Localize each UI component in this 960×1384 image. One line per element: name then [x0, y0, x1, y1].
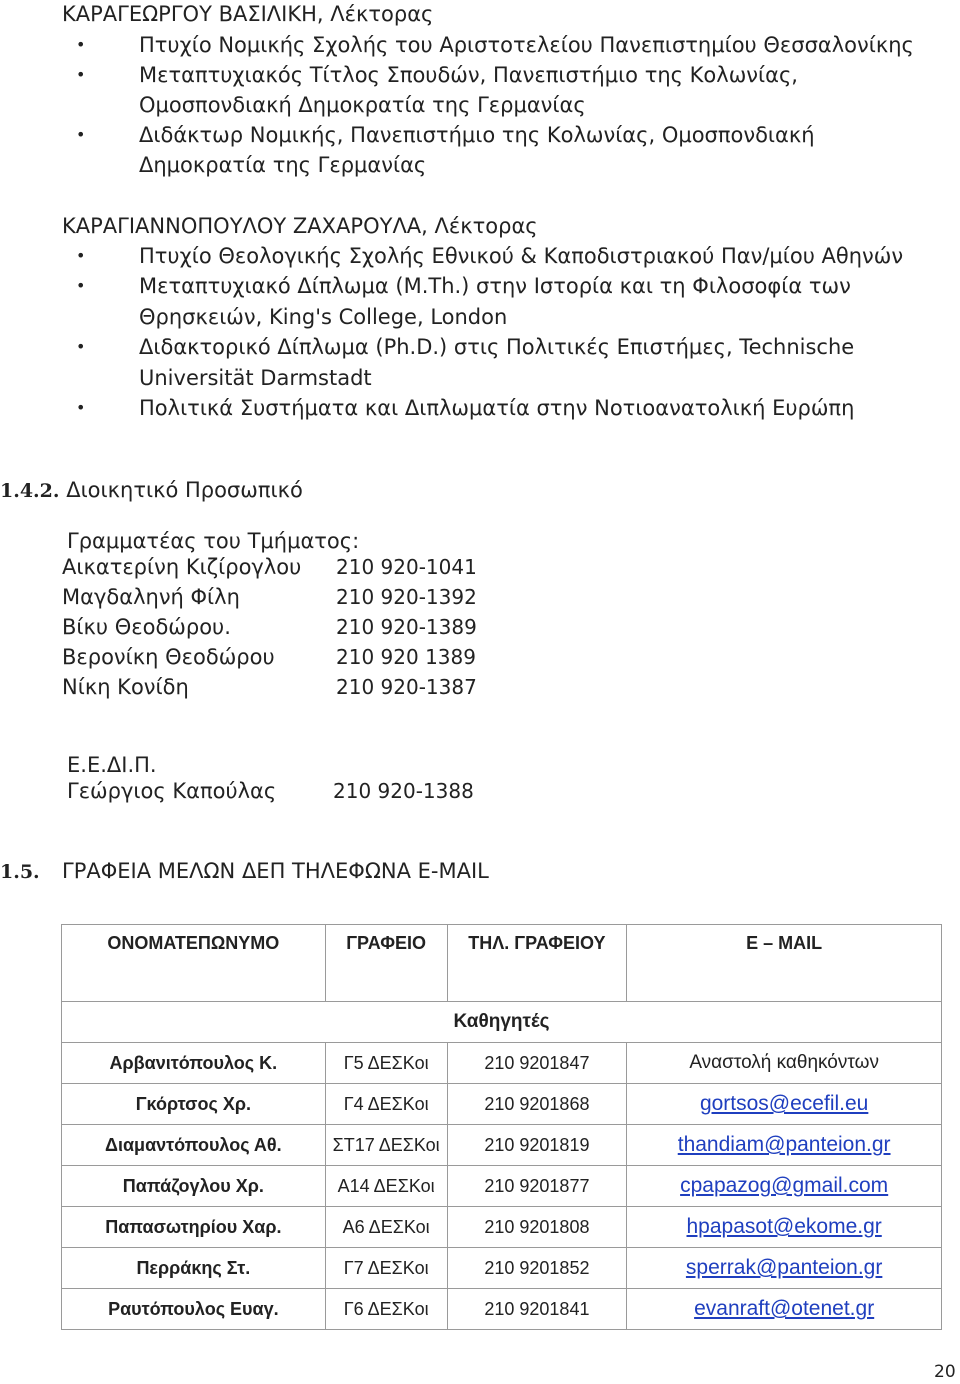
secretary-label: Γραμματέας του Τμήματος: — [67, 529, 360, 553]
phone-cell: 210 9201868 — [447, 1084, 627, 1125]
email-link[interactable]: hpapasot@ekome.gr — [627, 1207, 942, 1248]
column-header: ΓΡΑΦΕΙΟ — [325, 925, 447, 1002]
degree-line: Μεταπτυχιακό Δίπλωμα (M.Th.) στην Ιστορία και τη Φιλοσοφία των — [139, 274, 851, 298]
staff-name: Αικατερίνη Κιζίρογλου — [62, 555, 302, 579]
table-row — [62, 1289, 942, 1330]
bullet: • — [76, 65, 86, 84]
member-name: Παπάζογλου Χρ. — [62, 1166, 326, 1207]
email-link[interactable]: thandiam@panteion.gr — [627, 1125, 942, 1166]
office-cell: Γ6 ΔΕΣΚοι — [325, 1289, 447, 1330]
staff-name: Βίκυ Θεοδώρου. — [62, 615, 231, 639]
column-header: E – MAIL — [627, 925, 942, 1002]
column-header: ΤΗΛ. ΓΡΑΦΕΙΟΥ — [447, 925, 627, 1002]
bullet: • — [76, 276, 86, 295]
member-name: Παπασωτηρίου Χαρ. — [62, 1207, 326, 1248]
degree-line: Μεταπτυχιακός Τίτλος Σπουδών, Πανεπιστήμιο της Κολωνίας, — [139, 63, 798, 87]
degree-line-cont: Δημοκρατία της Γερμανίας — [139, 153, 427, 177]
degree-line-cont: Θρησκειών, King's College, London — [139, 305, 508, 329]
section-title: Διοικητικό Προσωπικό — [66, 478, 303, 502]
member-name: Διαμαντόπουλος Αθ. — [62, 1125, 326, 1166]
staff-phone: 210 920-1388 — [333, 779, 474, 803]
phone-cell: 210 9201841 — [447, 1289, 627, 1330]
section-title: ΓΡΑΦΕΙΑ ΜΕΛΩΝ ΔΕΠ ΤΗΛΕΦΩΝΑ E-MAIL — [62, 859, 489, 883]
group-label: Καθηγητές — [62, 1002, 942, 1043]
section-heading — [0, 857, 40, 886]
staff-phone: 210 920-1041 — [336, 555, 477, 579]
degree-line-cont: Universität Darmstadt — [139, 366, 372, 390]
faculty-name: ΚΑΡΑΓΙΑΝΝΟΠΟΥΛΟΥ ΖΑΧΑΡΟΥΛΑ, Λέκτορας — [62, 214, 538, 238]
member-name: Ραυτόπουλος Ευαγ. — [62, 1289, 326, 1330]
email-link[interactable]: sperrak@panteion.gr — [627, 1248, 942, 1289]
degree-line: Πολιτικά Συστήματα και Διπλωματία στην Νοτιοανατολική Ευρώπη — [139, 396, 855, 420]
table-row — [62, 1248, 942, 1289]
faculty-offices-table — [61, 924, 942, 1330]
table-row — [62, 1207, 942, 1248]
table-row — [62, 1043, 942, 1084]
member-name: Γκόρτσος Χρ. — [62, 1084, 326, 1125]
staff-phone: 210 920 1389 — [336, 645, 476, 669]
phone-cell: 210 9201819 — [447, 1125, 627, 1166]
bullet: • — [76, 337, 86, 356]
bullet: • — [76, 398, 86, 417]
phone-cell: 210 9201808 — [447, 1207, 627, 1248]
email-status: Αναστολή καθηκόντων — [627, 1043, 942, 1084]
email-link[interactable]: gortsos@ecefil.eu — [627, 1084, 942, 1125]
email-link[interactable]: cpapazog@gmail.com — [627, 1166, 942, 1207]
office-cell: Α14 ΔΕΣΚοι — [325, 1166, 447, 1207]
degree-line: Πτυχίο Νομικής Σχολής του Αριστοτελείου Πανεπιστημίου Θεσσαλονίκης — [139, 33, 914, 57]
phone-cell: 210 9201852 — [447, 1248, 627, 1289]
phone-cell: 210 9201847 — [447, 1043, 627, 1084]
table-row — [62, 1084, 942, 1125]
faculty-name: ΚΑΡΑΓΕΩΡΓΟΥ ΒΑΣΙΛΙΚΗ, Λέκτορας — [62, 2, 434, 26]
table-row — [62, 1125, 942, 1166]
bullet: • — [76, 125, 86, 144]
bullet: • — [76, 35, 86, 54]
office-cell: Γ5 ΔΕΣΚοι — [325, 1043, 447, 1084]
degree-line-cont: Ομοσπονδιακή Δημοκρατία της Γερμανίας — [139, 93, 586, 117]
group-row — [62, 1002, 942, 1043]
staff-phone: 210 920-1389 — [336, 615, 477, 639]
column-header: ΟΝΟΜΑΤΕΠΩΝΥΜΟ — [62, 925, 326, 1002]
degree-line: Πτυχίο Θεολογικής Σχολής Εθνικού & Καποδιστριακού Παν/μίου Αθηνών — [139, 244, 904, 268]
staff-name: Γεώργιος Καπούλας — [67, 779, 277, 803]
eedip-label: Ε.Ε.ΔΙ.Π. — [67, 753, 157, 777]
section-number: 1.4.2. — [0, 480, 60, 502]
degree-line: Διδάκτωρ Νομικής, Πανεπιστήμιο της Κολωνίας, Ομοσπονδιακή — [139, 123, 815, 147]
staff-phone: 210 920-1392 — [336, 585, 477, 609]
office-cell: Γ4 ΔΕΣΚοι — [325, 1084, 447, 1125]
member-name: Περράκης Στ. — [62, 1248, 326, 1289]
office-cell: ΣΤ17 ΔΕΣΚοι — [325, 1125, 447, 1166]
section-heading — [0, 476, 303, 505]
table-header-row — [62, 925, 942, 1002]
email-link[interactable]: evanraft@otenet.gr — [627, 1289, 942, 1330]
member-name: Αρβανιτόπουλος Κ. — [62, 1043, 326, 1084]
phone-cell: 210 9201877 — [447, 1166, 627, 1207]
staff-name: Νίκη Κονίδη — [62, 675, 189, 699]
office-cell: Α6 ΔΕΣΚοι — [325, 1207, 447, 1248]
staff-phone: 210 920-1387 — [336, 675, 477, 699]
section-number: 1.5. — [0, 861, 40, 883]
staff-name: Βερονίκη Θεοδώρου — [62, 645, 275, 669]
table-row — [62, 1166, 942, 1207]
staff-name: Μαγδαληνή Φίλη — [62, 585, 240, 609]
office-cell: Γ7 ΔΕΣΚοι — [325, 1248, 447, 1289]
bullet: • — [76, 246, 86, 265]
degree-line: Διδακτορικό Δίπλωμα (Ph.D.) στις Πολιτικές Επιστήμες, Technische — [139, 335, 855, 359]
page-number: 20 — [934, 1362, 956, 1382]
